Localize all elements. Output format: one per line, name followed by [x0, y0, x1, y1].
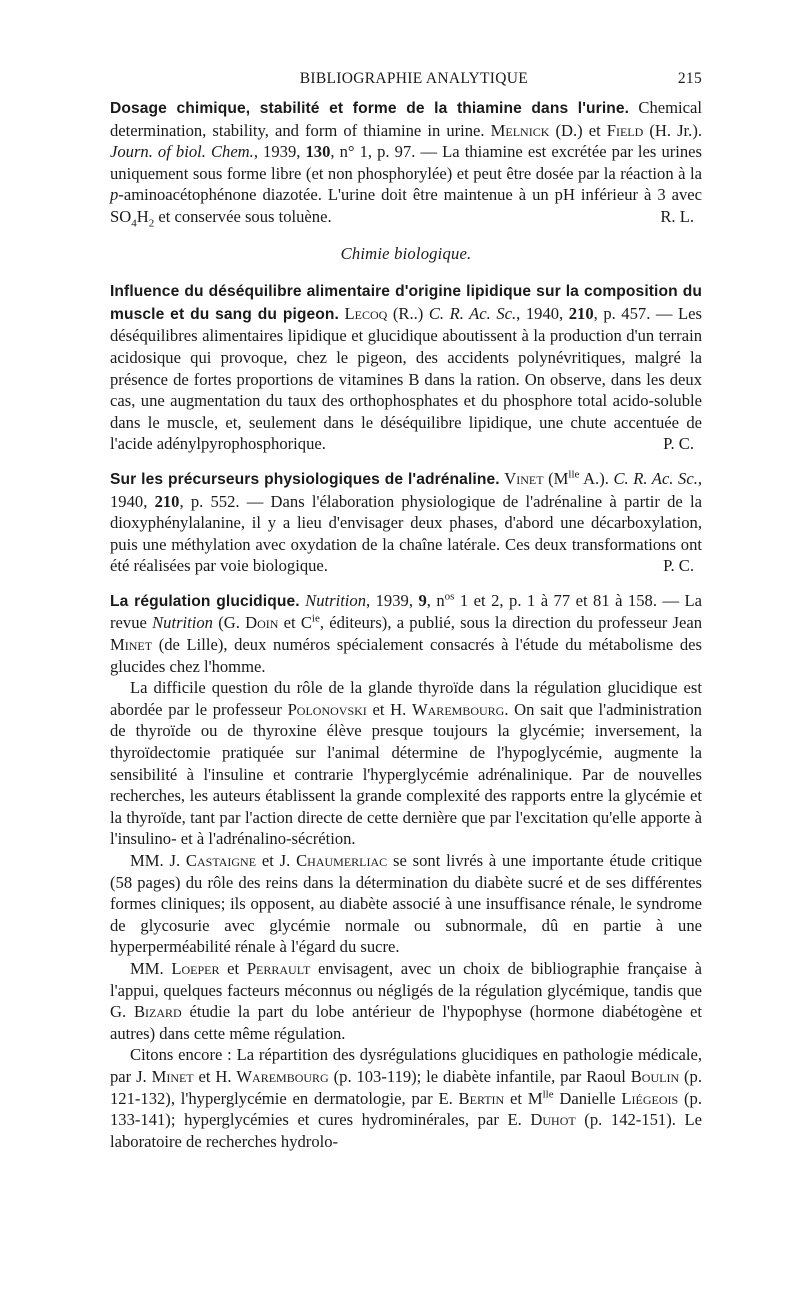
- article-regulation-glucidique: [110, 590, 702, 1152]
- journal-name: C. R. Ac. Sc.: [613, 468, 698, 488]
- author-name: Bertin: [458, 1088, 505, 1108]
- journal-name: Journ. of biol. Chem.: [110, 142, 254, 162]
- author-name: Lecoq: [344, 303, 388, 323]
- article-heading: Influence du déséquilibre alimentaire d'origine lipidique sur la composition du muscle et du sang du pigeon.: [110, 283, 702, 323]
- author-name: Minet: [151, 1066, 194, 1086]
- journal-name: Nutrition: [305, 590, 367, 610]
- author-name: Vinet: [504, 468, 544, 488]
- author-name: Bizard: [133, 1002, 182, 1022]
- article-body: Sur les précurseurs physiologiques de l'adrénaline. Vinet ($M^{lle}$ A.). C. R. Ac. Sc., 1940, 210, p. 552. — Dans l'élaboration physiologique de l'adrénaline à partir de la dioxyphénylalanine, il y a lieu d'envisager deux phases, d'abord une décarboxylation, puis une méthylation avec oxydation de la chaîne latérale. Ces deux transformations ont été réalisées par voie biologique. P. C.: [110, 468, 702, 576]
- author-name: Liégeois: [621, 1088, 679, 1108]
- paragraph: La difficile question du rôle de la glande thyroïde dans la régulation glucidique est abordée par le professeur Polonovski et H. Warembourg. On sait que l'administration de thyroïde ou de thyroxine élève presque toujours la glycémie; inversement, la thyroïdectomie pratiquée sur l'animal détermine de l'hypoglycémie, augmente la sensibilité à l'insuline et contrarie l'hyperglycémie adrénalinique. Par de nouvelles recherches, les auteurs établissent la grande complexité des rapports entre la glycémie et la thyroïde, tant par l'action directe de cette dernière que par l'excitation qu'elle apporte à l'insulino- et à l'adrénalino-sécrétion.: [110, 678, 702, 849]
- volume-number: 210: [568, 303, 594, 323]
- article-body: La régulation glucidique. Nutrition, 1939, 9, $n^{os}$ 1 et 2, p. 1 à 77 et 81 à 158. — La revue Nutrition (G. Doin et $C^{ie}$, éditeurs), a publié, sous la direction du professeur Jean Minet (de Lille), deux numéros spécialement consacrés à l'étude du métabolisme des glucides chez l'homme.: [110, 590, 703, 676]
- author-name: Chaumerliac: [296, 851, 388, 870]
- article-body: Influence du déséquilibre alimentaire d'origine lipidique sur la composition du muscle et du sang du pigeon. Lecoq (R..) C. R. Ac. Sc., 1940, 210, p. 457. — Les déséquilibres alimentaires lipidique et glucidique aboutissent à la production d'un terrain acidosique qui provoque, chez le pigeon, des accidents polynévritiques, malgré la présence de fortes proportions de vitamines B dans la ration. On observe, dans les deux cas, une augmentation du taux des orthophosphates et du phosphore total acido-soluble dans le muscle, et, seulement dans le déséquilibre lipidique, une chute accentuée de l'acide adénylpyrophosphorique. P. C.: [110, 283, 702, 454]
- author-name: Castaigne: [185, 851, 257, 870]
- author-name: Field: [606, 120, 644, 140]
- running-title: BIBLIOGRAPHIE ANALYTIQUE: [299, 70, 529, 87]
- author-name: Doin: [245, 613, 279, 633]
- reviewer-initials: P. C.: [663, 434, 694, 454]
- volume-number: 210: [154, 491, 180, 511]
- document-page: [110, 68, 702, 1152]
- page-number: 215: [677, 70, 702, 87]
- author-name: Boulin: [630, 1066, 680, 1086]
- paragraph: MM. J. Castaigne et J. Chaumerliac se sont livrés à une importante étude critique (58 pages) du rôle des reins dans la détermination du diabète sucré et de ses différentes formes cliniques; ils opposent, au diabète associé à une insuffisance rénale, le syndrome de glycosurie avec glycémie normale ou subnormale, dû en partie à une hyperperméabilité rénale à l'égard du sucre.: [110, 851, 702, 957]
- reviewer-initials: R. L.: [660, 206, 694, 226]
- author-name: Minet: [110, 635, 153, 655]
- article-heading: Dosage chimique, stabilité et forme de la thiamine dans l'urine.: [110, 100, 630, 117]
- section-heading: Chimie biologique.: [340, 243, 472, 263]
- author-name: Polonovski: [287, 699, 367, 719]
- journal-name: C. R. Ac. Sc.: [428, 303, 517, 323]
- article-heading: La régulation glucidique.: [110, 592, 300, 610]
- reviewer-initials: P. C.: [663, 556, 694, 576]
- author-name: Melnick: [490, 120, 550, 140]
- paragraph: Citons encore : La répartition des dysrégulations glucidiques en pathologie médicale, par J. Minet et H. Warembourg (p. 103-119); le diabète infantile, par Raoul Boulin (p. 121-132), l'hyperglycémie en dermatologie, par E. Bertin et $M^{lle}$ Danielle Liégeois (p. 133-141); hyperglycémies et cures hydrominérales, par E. Duhot (p. 142-151). Le laboratoire de recherches hydrolo-: [110, 1045, 703, 1151]
- article-heading: Sur les précurseurs physiologiques de l'adrénaline.: [110, 470, 500, 488]
- article-adrenaline: [110, 468, 702, 577]
- author-name: Loeper: [171, 958, 220, 978]
- running-header: [110, 68, 702, 88]
- volume-number: 9: [418, 590, 427, 610]
- journal-name: Nutrition: [152, 613, 213, 633]
- author-name: Duhot: [530, 1110, 576, 1130]
- paragraph: MM. Loeper et Perrault envisagent, avec un choix de bibliographie française à l'appui, quelques facteurs méconnus ou négligés de la régulation glycémique, tandis que G. Bizard étudie la part du lobe antérieur de l'hypophyse (hormone diabétogène et autres) dans cette même régulation.: [110, 958, 703, 1043]
- author-name: Warembourg: [236, 1066, 329, 1086]
- author-name: Perrault: [246, 958, 311, 978]
- article-body: Dosage chimique, stabilité et forme de la thiamine dans l'urine. Chemical determination, stability, and form of thiamine in urine. Melnick (D.) et Field (H. Jr.). Journ. of biol. Chem., 1939, 130, n° 1, p. 97. — La thiamine est excrétée par les urines uniquement sous forme libre (et non phosphorylée) et peut être dosée par la réaction à la p-aminoacétophénone diazotée. L'urine doit être maintenue à un pH inférieur à 3 avec $SO_4H_2$ et conservée sous toluène. R. L.: [110, 98, 702, 230]
- volume-number: 130: [305, 142, 331, 162]
- article-thiamine: [110, 97, 702, 228]
- author-name: Warembourg: [411, 699, 505, 719]
- article-pigeon: [110, 280, 702, 455]
